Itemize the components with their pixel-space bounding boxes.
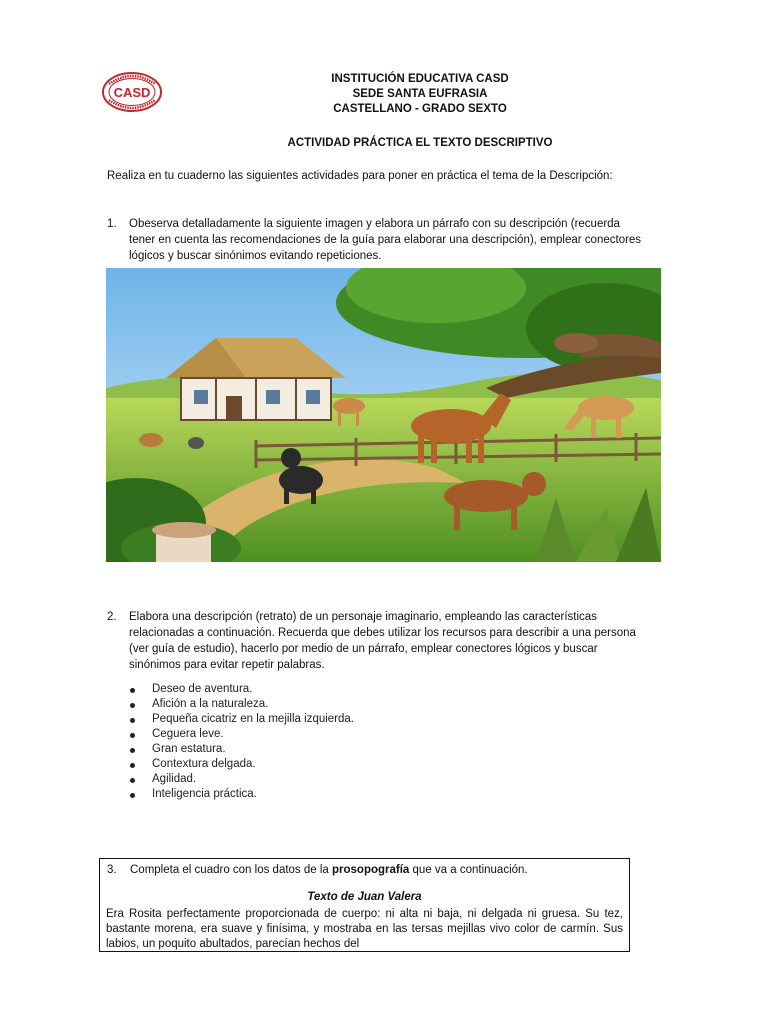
list-item: Agilidad. (128, 772, 548, 787)
item-number: 3. (107, 864, 117, 876)
school-header (230, 72, 610, 117)
item-text-bold: prosopografía (332, 864, 410, 876)
bullet-icon (130, 793, 135, 798)
passage-title: Texto de Juan Valera (307, 891, 422, 903)
list-item: Contextura delgada. (128, 757, 548, 772)
activity-item-1 (107, 216, 647, 268)
bullet-icon (130, 688, 135, 693)
list-item: Ceguera leve. (128, 727, 548, 742)
item-number: 2. (107, 611, 117, 623)
header-line-institution: INSTITUCIÓN EDUCATIVA CASD (331, 73, 509, 85)
traits-list (128, 682, 548, 802)
intro-paragraph: Realiza en tu cuaderno las siguientes actividades para poner en práctica el tema de la Descripción: (107, 170, 613, 182)
header-line-sede: SEDE SANTA EUFRASIA (352, 88, 488, 100)
activity-title: ACTIVIDAD PRÁCTICA EL TEXTO DESCRIPTIVO (287, 137, 553, 149)
casd-logo (100, 70, 164, 114)
bullet-icon (130, 778, 135, 783)
list-item: Deseo de aventura. (128, 682, 548, 697)
activity-item-2 (107, 609, 647, 675)
list-item: Inteligencia práctica. (128, 787, 548, 802)
list-item: Afición a la naturaleza. (128, 697, 548, 712)
passage-text: Era Rosita perfectamente proporcionada de cuerpo: ni alta ni baja, ni delgada ni gruesa. Su tez, bastante morena, era suave y finísima, y mostraba en las tersas mejillas vivo color de carmín. Sus labios, un poquito abultados, parecían hechos del (106, 908, 623, 950)
bullet-icon (130, 748, 135, 753)
bullet-icon (130, 733, 135, 738)
bullet-icon (130, 703, 135, 708)
list-item: Pequeña cicatriz en la mejilla izquierda. (128, 712, 548, 727)
item-text: Elabora una descripción (retrato) de un personaje imaginario, empleando las características relacionadas a continuación. Recuerda que debes utilizar los recursos para describir a una persona (ver guía de estudio), hacerlo por medio de un párrafo, emplear conectores lógicos y buscar sinónimos para evitar repetir palabras. (129, 611, 636, 671)
activity-item-3-box (99, 858, 630, 952)
farm-illustration (106, 268, 661, 562)
item-text-after: que va a continuación. (409, 864, 528, 876)
activity-item-3-heading (107, 862, 528, 878)
item-number: 1. (107, 218, 117, 230)
item-text-before: Completa el cuadro con los datos de la (130, 864, 333, 876)
bullet-icon (130, 763, 135, 768)
header-line-subject: CASTELLANO - GRADO SEXTO (333, 103, 507, 115)
logo-text: CASD (113, 85, 151, 100)
item-text: Obeserva detalladamente la siguiente imagen y elabora un párrafo con su descripción (recuerda tener en cuenta las recomendaciones de la guía para elaborar una descripción), emplear conectores lógicos y buscar sinónimos evitando repeticiones. (129, 218, 642, 262)
list-item: Gran estatura. (128, 742, 548, 757)
bullet-icon (130, 718, 135, 723)
